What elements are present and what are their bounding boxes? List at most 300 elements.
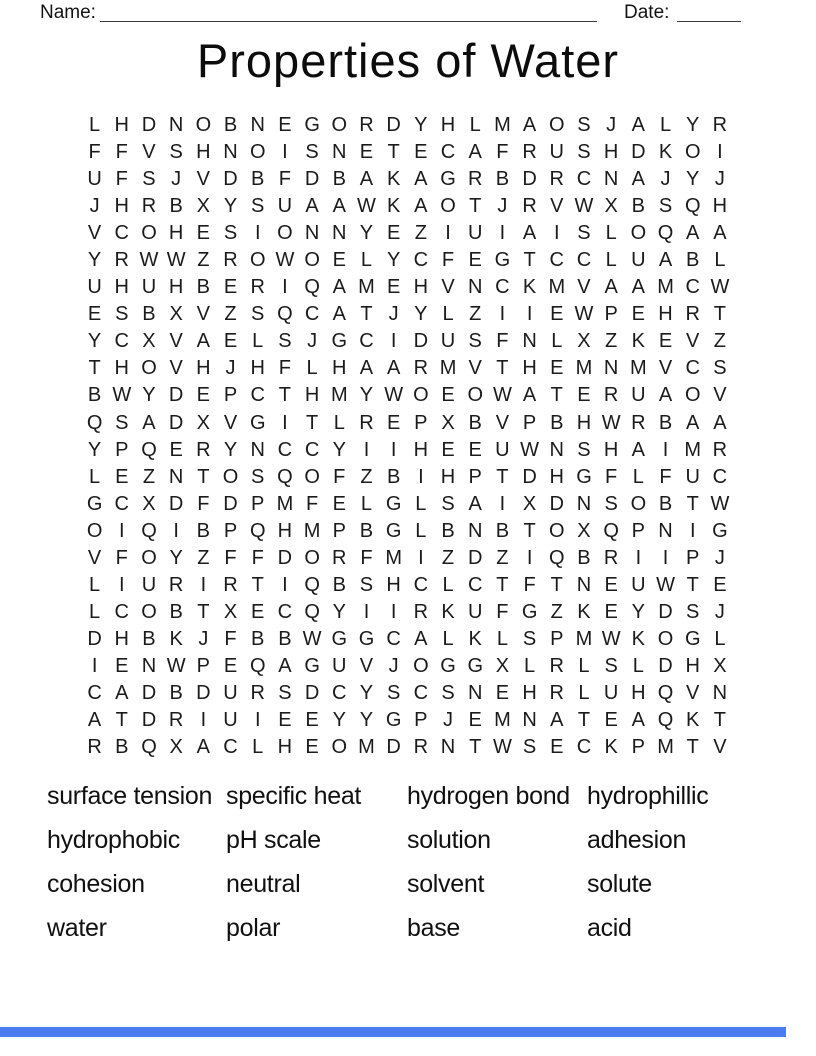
grid-letter: E (658, 330, 673, 353)
grid-letter: P (468, 465, 482, 488)
grid-letter: S (577, 438, 591, 461)
grid-letter: E (223, 330, 238, 353)
grid-letter: Y (359, 222, 374, 245)
grid-letter: U (87, 168, 102, 191)
grid-letter: C (576, 168, 592, 191)
grid-letter: H (168, 222, 184, 245)
grid-letter: L (714, 249, 726, 272)
grid-letter: L (605, 249, 617, 272)
grid-letter: A (522, 222, 537, 245)
grid-letter: E (332, 492, 346, 515)
grid-letter: S (251, 465, 265, 488)
grid-letter: Y (87, 249, 102, 272)
grid-letter: G (385, 519, 402, 542)
grid-letter: U (631, 384, 646, 407)
grid-letter: I (499, 303, 506, 326)
grid-letter: X (604, 195, 618, 218)
grid-letter: Y (87, 438, 102, 461)
grid-letter: D (549, 492, 564, 515)
grid-letter: R (114, 249, 129, 272)
grid-letter: X (713, 654, 727, 677)
grid-letter: V (169, 330, 183, 353)
grid-letter: G (494, 249, 511, 272)
grid-letter: I (282, 573, 288, 596)
grid-letter: U (332, 654, 347, 677)
grid-letter: K (386, 195, 401, 218)
grid-letter: X (169, 736, 183, 759)
grid-letter: E (305, 736, 319, 759)
grid-letter: U (549, 141, 564, 164)
grid-letter: C (413, 573, 429, 596)
grid-letter: D (168, 411, 184, 434)
grid-letter: H (549, 465, 564, 488)
grid-letter: B (495, 519, 510, 542)
grid-letter: I (390, 330, 397, 353)
grid-letter: O (331, 736, 348, 759)
grid-letter: I (390, 600, 397, 623)
grid-letter: E (468, 438, 482, 461)
grid-letter: M (548, 276, 566, 299)
grid-letter: S (251, 303, 265, 326)
grid-letter: R (168, 573, 184, 596)
grid-letter: A (468, 492, 482, 515)
grid-letter: G (385, 492, 402, 515)
grid-letter: S (169, 141, 183, 164)
grid-letter: I (282, 411, 288, 434)
grid-letter: R (223, 249, 238, 272)
grid-letter: V (142, 141, 156, 164)
grid-letter: A (713, 411, 727, 434)
grid-letter: M (684, 438, 702, 461)
grid-letter: E (278, 709, 292, 732)
grid-letter: H (332, 357, 347, 380)
grid-letter: E (577, 384, 591, 407)
grid-letter: Y (686, 168, 700, 191)
grid-letter: D (386, 114, 401, 137)
grid-letter: G (304, 654, 320, 677)
grid-letter: D (168, 492, 184, 515)
grid-letter: J (497, 195, 508, 218)
grid-letter: H (440, 114, 456, 137)
grid-letter: L (360, 492, 373, 515)
grid-letter: Z (224, 303, 237, 326)
grid-letter: M (575, 357, 593, 380)
grid-letter: D (386, 736, 401, 759)
grid-letter: J (714, 600, 725, 623)
grid-letter: E (468, 249, 482, 272)
grid-letter: M (494, 114, 511, 137)
grid-letter: Y (142, 384, 156, 407)
grid-letter: H (196, 357, 211, 380)
grid-letter: U (223, 709, 238, 732)
grid-letter: C (549, 249, 564, 272)
word-list-item: surface tension (47, 781, 213, 810)
grid-letter: R (549, 654, 564, 677)
grid-letter: W (710, 276, 730, 299)
grid-letter: B (332, 573, 346, 596)
grid-letter: W (357, 195, 376, 218)
grid-letter: S (658, 195, 673, 218)
grid-letter: X (495, 654, 510, 677)
word-list-item: acid (587, 914, 632, 943)
grid-letter: K (441, 600, 455, 623)
grid-letter: A (522, 384, 537, 407)
grid-letter: A (196, 736, 211, 759)
grid-letter: I (254, 709, 261, 732)
grid-letter: L (252, 330, 264, 353)
grid-letter: Q (657, 682, 674, 704)
grid-letter: V (87, 546, 102, 569)
grid-letter: K (169, 627, 183, 650)
grid-letter: W (601, 411, 621, 434)
grid-letter: I (200, 573, 207, 596)
grid-letter: Z (469, 303, 482, 326)
grid-letter: Y (686, 114, 700, 137)
grid-letter: W (601, 627, 621, 650)
grid-letter: Z (414, 222, 427, 245)
grid-letter: E (604, 709, 618, 732)
grid-letter: I (554, 222, 560, 245)
grid-letter: E (604, 600, 618, 623)
grid-letter: R (141, 195, 157, 218)
grid-letter: P (251, 492, 265, 515)
grid-letter: J (388, 654, 399, 677)
grid-letter: J (307, 330, 318, 353)
grid-letter: F (496, 600, 509, 623)
grid-letter: T (496, 465, 509, 488)
grid-letter: C (576, 736, 592, 759)
grid-letter: N (467, 682, 483, 704)
grid-letter: R (332, 546, 347, 569)
grid-letter: F (496, 330, 509, 353)
grid-letter: E (414, 141, 428, 164)
grid-letter: X (577, 519, 591, 542)
grid-letter: S (577, 141, 591, 164)
grid-letter: B (278, 627, 292, 650)
grid-letter: E (550, 303, 564, 326)
grid-letter: G (331, 330, 348, 353)
grid-letter: T (496, 573, 509, 596)
grid-letter: D (277, 546, 293, 569)
grid-letter: N (304, 222, 320, 245)
grid-letter: S (251, 195, 265, 218)
grid-letter: U (277, 195, 293, 218)
grid-letter: U (467, 600, 483, 623)
grid-letter: D (522, 168, 537, 191)
grid-letter: A (414, 195, 428, 218)
grid-letter: O (549, 114, 565, 137)
grid-letter: V (550, 195, 564, 218)
grid-letter: D (87, 627, 102, 650)
name-label: Name: (40, 2, 96, 23)
grid-letter: Z (496, 546, 509, 569)
grid-letter: O (195, 114, 212, 137)
grid-letter: C (277, 438, 293, 461)
grid-letter: S (522, 627, 537, 650)
grid-letter: B (169, 600, 183, 623)
grid-letter: C (467, 573, 483, 596)
grid-letter: A (332, 303, 346, 326)
grid-letter: I (91, 654, 98, 677)
grid-letter: X (196, 411, 211, 434)
grid-letter: H (658, 303, 673, 326)
grid-letter: S (278, 682, 292, 704)
grid-letter: I (662, 438, 669, 461)
grid-letter: X (223, 600, 238, 623)
grid-letter: F (224, 546, 237, 569)
grid-letter: K (604, 736, 618, 759)
grid-letter: A (631, 114, 646, 137)
grid-letter: A (278, 654, 292, 677)
grid-letter: O (684, 141, 701, 164)
grid-letter: U (141, 573, 157, 596)
grid-letter: O (684, 384, 701, 407)
grid-letter: L (524, 654, 536, 677)
grid-letter: E (441, 438, 455, 461)
grid-letter: Z (142, 465, 156, 488)
grid-letter: S (522, 736, 537, 759)
grid-letter: P (522, 411, 537, 434)
grid-letter: Y (87, 330, 102, 353)
grid-letter: M (358, 736, 375, 759)
grid-letter: C (495, 276, 510, 299)
grid-letter: Y (359, 682, 374, 704)
grid-letter: W (574, 195, 594, 218)
grid-letter: R (168, 709, 184, 732)
grid-letter: W (275, 249, 295, 272)
grid-letter: F (441, 249, 455, 272)
grid-letter: D (223, 492, 238, 515)
grid-letter: L (89, 465, 101, 488)
grid-letter: E (223, 276, 238, 299)
grid-letter: A (414, 627, 428, 650)
grid-letter: J (198, 627, 209, 650)
grid-letter: E (305, 709, 319, 732)
grid-letter: K (686, 709, 700, 732)
grid-letter: O (657, 627, 674, 650)
grid-letter: N (603, 357, 619, 380)
grid-letter: U (467, 222, 483, 245)
grid-letter: Y (414, 303, 428, 326)
grid-letter: O (277, 222, 293, 245)
grid-letter: S (223, 222, 238, 245)
word-list-item: water (47, 914, 107, 943)
grid-letter: N (141, 654, 157, 677)
grid-letter: T (686, 492, 699, 515)
grid-letter: T (360, 303, 373, 326)
grid-letter: I (363, 438, 370, 461)
grid-letter: F (224, 627, 237, 650)
grid-letter: B (577, 546, 591, 569)
grid-letter: A (468, 141, 482, 164)
grid-letter: X (196, 195, 211, 218)
grid-letter: H (603, 438, 619, 461)
grid-letter: H (114, 276, 129, 299)
grid-letter: L (578, 654, 590, 677)
letter-grid (81, 112, 734, 761)
grid-letter: H (631, 682, 646, 704)
grid-letter: F (305, 492, 319, 515)
grid-letter: Z (360, 465, 373, 488)
grid-letter: Q (277, 303, 293, 326)
grid-letter: Q (304, 276, 320, 299)
grid-letter: M (303, 519, 321, 542)
grid-letter: P (686, 546, 700, 569)
grid-letter: L (360, 249, 373, 272)
date-label: Date: (624, 2, 670, 23)
grid-letter: E (441, 384, 455, 407)
grid-letter: I (717, 141, 723, 164)
grid-letter: E (604, 573, 618, 596)
grid-letter: S (441, 492, 455, 515)
grid-letter: J (443, 709, 454, 732)
word-list-item: adhesion (587, 825, 687, 854)
grid-letter: R (413, 357, 429, 380)
grid-letter: H (522, 682, 537, 704)
grid-letter: X (142, 492, 156, 515)
grid-letter: H (250, 357, 265, 380)
grid-letter: N (467, 276, 483, 299)
grid-letter: N (168, 114, 184, 137)
grid-letter: D (168, 384, 184, 407)
grid-letter: J (714, 546, 725, 569)
grid-letter: S (604, 492, 618, 515)
grid-letter: A (115, 682, 129, 704)
grid-letter: Q (141, 519, 157, 542)
grid-letter: O (413, 384, 429, 407)
grid-letter: D (141, 114, 157, 137)
grid-letter: H (114, 114, 129, 137)
grid-letter: F (251, 546, 264, 569)
grid-letter: P (414, 411, 428, 434)
grid-letter: O (304, 546, 320, 569)
grid-letter: E (495, 682, 510, 704)
grid-letter: D (304, 682, 320, 704)
grid-letter: A (631, 276, 646, 299)
grid-letter: I (418, 465, 424, 488)
grid-letter: E (278, 114, 292, 137)
grid-letter: E (359, 141, 374, 164)
grid-letter: F (278, 168, 292, 191)
word-list-item: solvent (407, 869, 485, 898)
grid-letter: Q (304, 573, 320, 596)
grid-letter: D (223, 168, 238, 191)
grid-letter: B (115, 736, 129, 759)
grid-letter: T (469, 195, 482, 218)
grid-letter: V (359, 654, 374, 677)
grid-letter: R (712, 438, 728, 461)
grid-letter: H (603, 141, 619, 164)
grid-letter: B (441, 519, 455, 542)
grid-letter: F (115, 546, 128, 569)
grid-letter: B (495, 168, 510, 191)
grid-letter: G (331, 627, 348, 650)
grid-letter: F (197, 492, 210, 515)
name-write-line (100, 21, 597, 22)
grid-letter: B (359, 519, 374, 542)
grid-letter: I (635, 546, 642, 569)
grid-letter: U (87, 276, 102, 299)
grid-letter: P (414, 709, 428, 732)
grid-letter: S (278, 330, 292, 353)
grid-letter: T (523, 519, 536, 542)
grid-letter: Q (86, 411, 103, 434)
grid-letter: D (631, 141, 646, 164)
grid-letter: Y (414, 114, 428, 137)
grid-letter: N (332, 141, 347, 164)
grid-letter: X (169, 303, 183, 326)
grid-letter: O (141, 222, 157, 245)
grid-letter: C (712, 465, 728, 488)
grid-letter: E (631, 303, 646, 326)
grid-letter: C (413, 249, 429, 272)
grid-letter: Q (141, 438, 157, 461)
grid-letter: H (114, 627, 129, 650)
grid-letter: R (631, 411, 646, 434)
grid-letter: U (495, 438, 510, 461)
grid-letter: I (499, 222, 506, 245)
grid-letter: L (415, 519, 427, 542)
grid-letter: H (386, 573, 401, 596)
grid-letter: E (386, 411, 401, 434)
grid-letter: H (413, 276, 429, 299)
grid-letter: W (112, 384, 132, 407)
grid-letter: U (603, 682, 619, 704)
grid-letter: W (492, 384, 512, 407)
grid-letter: Y (332, 438, 346, 461)
grid-letter: A (386, 357, 401, 380)
grid-letter: K (468, 627, 482, 650)
grid-letter: B (169, 682, 183, 704)
grid-letter: X (142, 330, 156, 353)
grid-letter: I (282, 276, 288, 299)
word-list-item: pH scale (226, 825, 321, 854)
grid-letter: L (496, 627, 508, 650)
grid-letter: I (499, 492, 506, 515)
grid-letter: C (685, 357, 700, 380)
grid-letter: M (575, 627, 593, 650)
grid-letter: R (87, 736, 102, 759)
grid-letter: U (440, 330, 456, 353)
grid-letter: K (577, 600, 591, 623)
grid-letter: R (467, 168, 483, 191)
grid-letter: U (631, 573, 646, 596)
grid-letter: K (631, 627, 646, 650)
grid-letter: R (250, 276, 265, 299)
grid-letter: N (467, 519, 483, 542)
grid-letter: F (605, 465, 618, 488)
grid-letter: K (658, 141, 673, 164)
grid-letter: P (631, 736, 646, 759)
grid-letter: N (223, 141, 238, 164)
grid-letter: A (631, 168, 646, 191)
grid-letter: V (658, 357, 673, 380)
grid-letter: D (141, 682, 157, 704)
grid-letter: B (386, 465, 401, 488)
grid-letter: T (713, 303, 727, 326)
grid-letter: C (332, 682, 347, 704)
grid-letter: I (363, 600, 370, 623)
grid-letter: L (605, 222, 617, 245)
grid-letter: B (631, 195, 646, 218)
grid-letter: A (332, 195, 346, 218)
grid-letter: B (251, 168, 265, 191)
word-list-item: hydrophillic (587, 781, 709, 810)
grid-letter: C (386, 627, 401, 650)
grid-letter: N (522, 330, 537, 353)
grid-letter: S (686, 600, 700, 623)
grid-letter: Z (197, 546, 210, 569)
